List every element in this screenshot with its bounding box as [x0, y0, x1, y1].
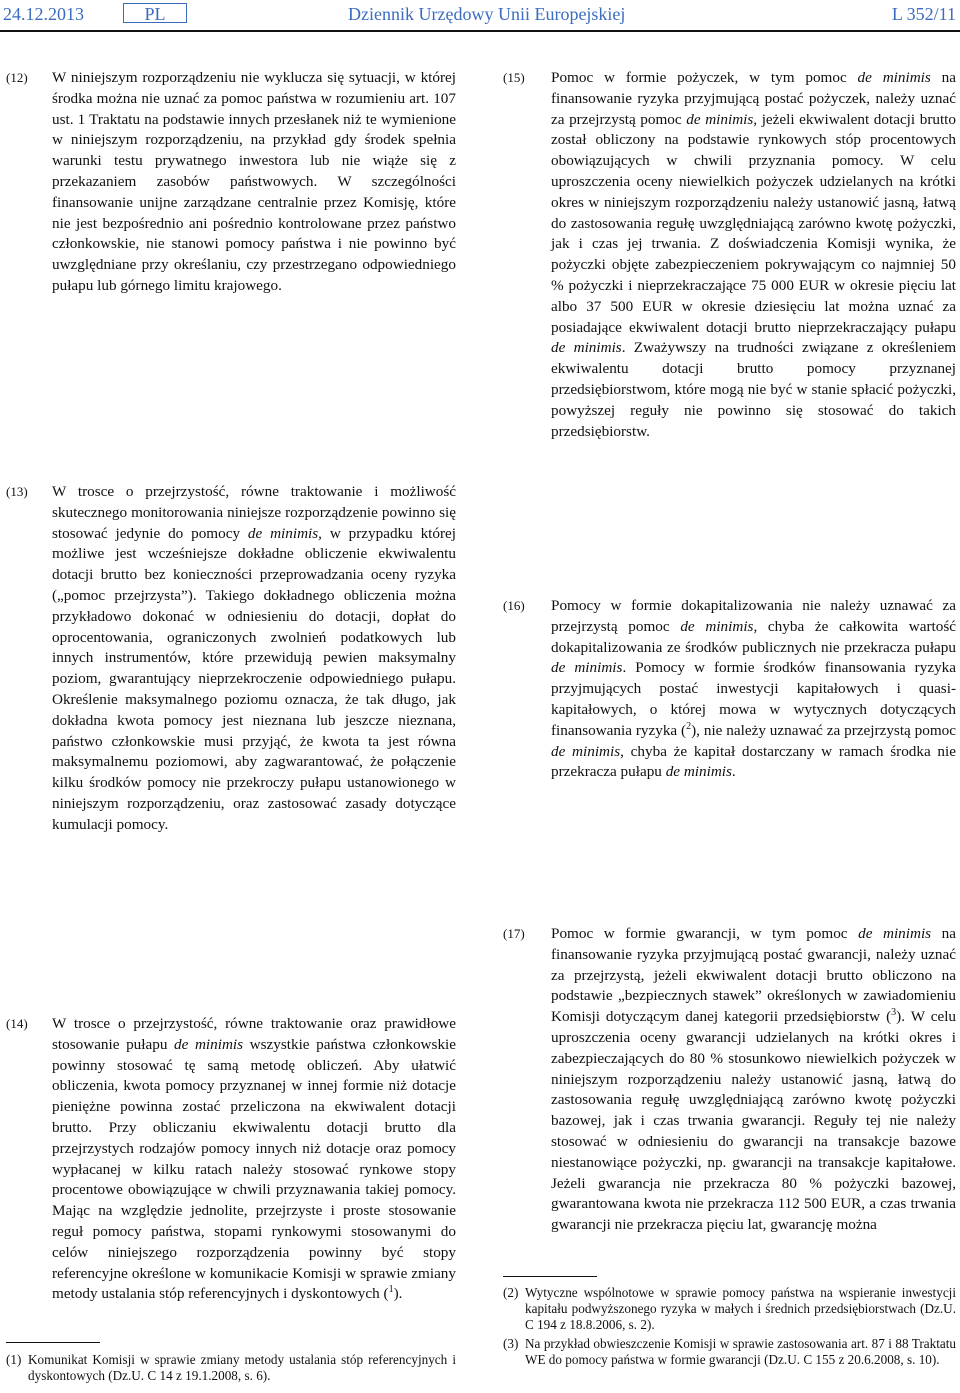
text-run: W trosce o przejrzystość, równe traktowanie oraz prawidłowe stosowanie pułapu [52, 1015, 456, 1053]
journal-title: Dziennik Urzędowy Unii Europejskiej [348, 4, 626, 24]
text-run: Pomoc w formie pożyczek, w tym pomoc [551, 69, 858, 86]
text-run: W trosce o przejrzystość, równe traktowanie i możliwość skutecznego monitorowania niniejsze rozporządzenie powinno się stosować jedynie do pomocy [52, 483, 456, 542]
footnote-reference: 2 [686, 720, 692, 732]
footnote-text: Na przykład obwieszczenie Komisji w sprawie zastosowania art. 87 i 88 Traktatu WE do pomocy państwa w formie gwarancji (Dz.U. C 155 z 20.6.2008, s. 10). [525, 1336, 956, 1368]
footnote-reference: 1 [388, 1284, 394, 1296]
footnote-reference: 3 [891, 1007, 897, 1019]
italic-term: de minimis [686, 110, 754, 128]
italic-term: de minimis [665, 763, 732, 781]
footnote-number: (3) [503, 1336, 519, 1351]
paragraph-number: (17) [503, 926, 525, 941]
paragraph-number: (12) [6, 70, 28, 85]
footnote-text: Wytyczne wspólnotowe w sprawie pomocy państwa na wspieranie inwestycji kapitału podwyższonego ryzyka w małych i średnich przedsiębiorstwach (Dz.U. C 194 z 18.8.2006, s. 2). [525, 1285, 956, 1333]
text-run: na finansowanie ryzyka przyjmującą postać pożyczek, należy uznać za przejrzystą pomoc [551, 69, 956, 128]
paragraph-text [52, 68, 456, 297]
text-run: , chyba że całkowita wartość dokapitalizowania ze środków publicznych nie przekracza pułapu [551, 617, 957, 656]
italic-term: de minimis [857, 69, 931, 86]
paragraph-text [52, 482, 456, 836]
italic-term: de minimis [680, 617, 754, 635]
header-rule [0, 30, 960, 32]
footnote-2 [503, 1285, 956, 1334]
text-run: ). W celu uproszczenia oceny gwarancji udzielanych na krótki okres i zabezpieczających do 80 % stosunkowo niewielkich pożyczek w niniejszym rozporządzeniu należy ustanowić jasną, łatwą do zastosowania regułę uwzględniającą zarówno kwotę pożyczki bazowej, jak i czas trwania gwarancji. Reguły tej nie należy stosować w odniesieniu do gwarancji na transakcje bazowe niestanowiące pożyczki, np. gwarancji na transakcje kapitałowe. Jeżeli gwarancja nie przekracza 80 % pożyczki bazowej, gwarantowana kwota nie przekracza 112 500 EUR, a czas trwania gwarancji nie przekracza pięciu lat, gwarancję można [551, 1008, 957, 1234]
paragraph-number: (16) [503, 598, 525, 613]
publication-date: 24.12.2013 [3, 4, 84, 24]
italic-term: de minimis [174, 1035, 244, 1053]
paragraph-text [551, 596, 956, 783]
text-run: , chyba że kapitał dostarczany w ramach środka nie przekracza pułapu [551, 742, 956, 781]
footnote-rule [503, 1276, 597, 1277]
text-run: na finansowanie ryzyka przyjmującą postać gwarancji, należy uznać za przejrzystą, jeżeli ekwiwalent dotacji brutto obliczono na podstawie „bezpiecznych stawek” określonych w zawiadomieniu Komisji dotyczącym danej kategorii przedsiębiorstw ( [551, 925, 956, 1026]
text-run: W niniejszym rozporządzeniu nie wyklucza się sytuacji, w której środka można nie uznać za pomoc państwa w rozumieniu art. 107 ust. 1 Traktatu na podstawie innych przesłanek niż te wymienione w niniejszym rozporządzeniu, na przykład gdy środek spełnia warunki testu prywatnego inwestora lub nie wiąże się z przekazaniem zasobów państwowych. W szczególności finansowanie unijne zarządzane centralnie przez Komisję, które nie jest bezpośrednio ani pośrednio kontrolowane przez państwo członkowskie, nie stanowi pomocy państwa i nie powinno być uwzględniane przy określaniu, czy przestrzegano odpowiedniego pułapu lub górnego limitu krajowego. [52, 69, 456, 294]
text-run: . [731, 763, 736, 781]
text-run: , jeżeli ekwiwalent dotacji brutto został obliczony na podstawie rynkowych stóp procentowych obowiązujących w chwili przyznania pomocy. W celu uproszczenia oceny niewielkich pożyczek udzielanych na krótki okres w niniejszym rozporządzeniu należy ustanowić jasną, łatwą do zastosowania regułę uwzględniającą zarówno kwotę pożyczki, jak i czas jej trwania. Z doświadczenia Komisji wynika, że pożyczki objęte zabezpieczeniem pokrywającym co najmniej 50 % pożyczki i nieprzekraczające 75 000 EUR w okresie pięciu lat albo 37 500 EUR w okresie dziesięciu lat można uznać za posiadające ekwiwalent dotacji brutto nieprzekraczający pułapu [551, 110, 957, 336]
footnote-text: Komunikat Komisji w sprawie zmiany metody ustalania stóp referencyjnych i dyskontowych (Dz.U. C 14 z 19.1.2008, s. 6). [28, 1352, 456, 1384]
italic-term: de minimis [551, 339, 622, 357]
text-run: ). [393, 1285, 403, 1303]
paragraph-text [551, 68, 956, 442]
language-box: PL [123, 3, 187, 23]
paragraph-text [52, 1014, 456, 1305]
italic-term: de minimis [551, 659, 623, 677]
text-run: , w przypadku której możliwe jest wcześniejsze dokładne obliczenie ekwiwalentu dotacji brutto bez konieczności przeprowadzania oceny ryzyka („pomoc przejrzysta”). Takiego dokładnego obliczenia można przykładowo dokonać w odniesieniu do dotacji, dopłat do oprocentowania, ograniczonych zwolnień podatkowych lub innych instrumentów, które przewidują pewien maksymalny poziom, gwarantujący nieprzekroczenie odpowiedniego pułapu. Określenie maksymalnego poziomu oznacza, że tak długo, jak dokładna kwota pomocy jest nieznana lub jeszcze nieznana, państwo członkowskie musi przyjąć, że kwota ta jest równa maksymalnemu poziomowi, aby zagwarantować, że połączenie kilku środków pomocy nie przekroczy pułapu ustanowionego w niniejszym rozporządzeniu, oraz zastosować zasady dotyczące kumulacji pomocy. [52, 524, 457, 833]
footnote-3 [503, 1336, 956, 1368]
footnote-number: (1) [6, 1352, 22, 1367]
paragraph-number: (14) [6, 1016, 28, 1031]
text-run: Pomocy w formie dokapitalizowania nie należy uznawać za przejrzystą pomoc [551, 597, 956, 635]
paragraph-number: (13) [6, 484, 28, 499]
italic-term: de minimis [858, 925, 932, 942]
text-run: . Pomocy w formie środków finansowania ryzyka przyjmujących postać inwestycji kapitałowych i quasi-kapitałowych, o której mowa w wytycznych dotyczących finansowania ryzyka ( [551, 659, 957, 739]
text-run: ), nie należy uznawać za przejrzystą pomoc [691, 721, 957, 739]
paragraph-text [551, 924, 956, 1236]
footnote-rule [6, 1342, 100, 1343]
page-reference: L 352/11 [891, 4, 956, 24]
paragraph-number: (15) [503, 70, 525, 85]
text-run: . Zważywszy na trudności związane z określeniem ekwiwalentu dotacji brutto pomocy przyznanej przedsiębiorstwom, które mogą nie być w stanie spłacić pożyczki, powyższej reguły nie powinno się stosować do takich przedsiębiorstw. [551, 339, 957, 440]
footnote-number: (2) [503, 1285, 519, 1300]
footnote-1 [6, 1352, 456, 1384]
text-run: Pomoc w formie gwarancji, w tym pomoc [551, 925, 859, 942]
page-header [0, 0, 960, 40]
italic-term: de minimis [247, 524, 319, 542]
italic-term: de minimis [551, 742, 621, 760]
text-run: wszystkie państwa członkowskie powinny stosować tę samą metodę obliczeń. Aby ułatwić obliczenia, kwota pomocy przyznanej w innej formie niż dotacje pieniężne powinna zostać przeliczona na ekwiwalent dotacji brutto. Przy obliczaniu ekwiwalentu dotacji brutto dla przejrzystych rodzajów pomocy innych niż dotacje oraz pomocy wypłacanej w kilku ratach należy stosować rynkowe stopy procentowe obowiązujące w chwili przyznawania takiej pomocy. Mając na względzie jednolite, przejrzyste i proste stosowanie reguł pomocy państwa, stopami rynkowymi stosowanymi do celów niniejszego rozporządzenia powinny być stopy referencyjne określone w komunikacie Komisji w sprawie zmiany metody ustalania stóp referencyjnych i dyskontowych ( [52, 1035, 456, 1303]
